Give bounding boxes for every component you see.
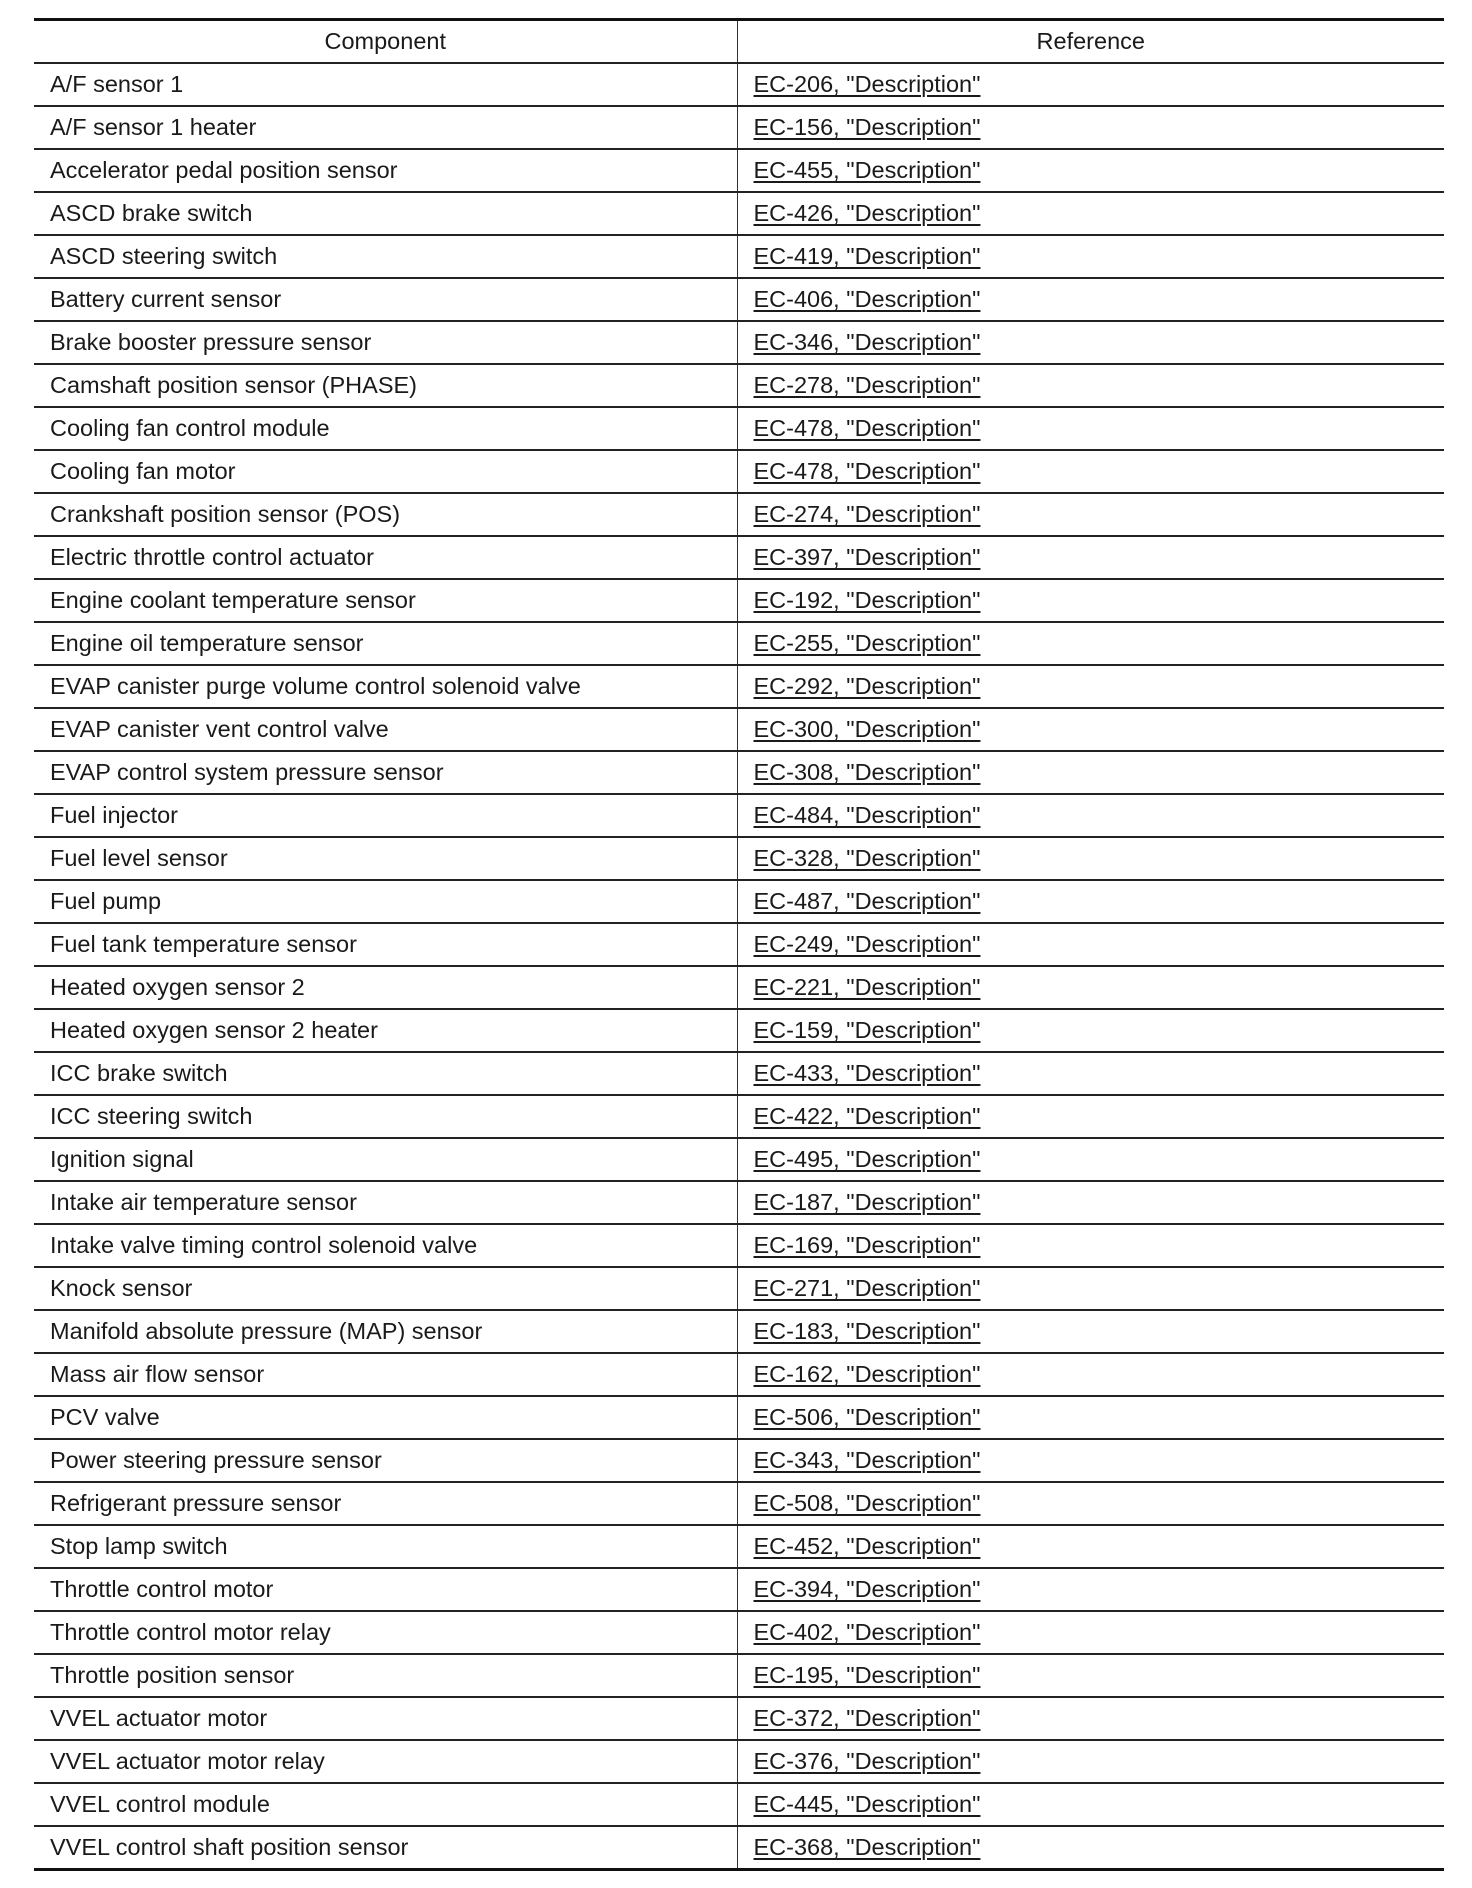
table-row: [34, 1224, 1444, 1267]
reference-cell: [737, 1611, 1444, 1654]
table-row: [34, 536, 1444, 579]
column-header-component: Component: [34, 20, 737, 64]
component-cell: Camshaft position sensor (PHASE): [34, 364, 737, 407]
reference-cell: [737, 622, 1444, 665]
reference-cell: [737, 321, 1444, 364]
reference-cell: [737, 235, 1444, 278]
reference-cell: [737, 751, 1444, 794]
reference-link[interactable]: EC-292, "Description": [753, 673, 981, 699]
table-row: [34, 364, 1444, 407]
component-cell: A/F sensor 1 heater: [34, 106, 737, 149]
component-cell: Refrigerant pressure sensor: [34, 1482, 737, 1525]
reference-link[interactable]: EC-478, "Description": [753, 415, 981, 441]
reference-cell: [737, 1654, 1444, 1697]
component-reference-table: [34, 18, 1444, 1871]
table-row: [34, 579, 1444, 622]
component-cell: PCV valve: [34, 1396, 737, 1439]
reference-cell: [737, 1138, 1444, 1181]
table-row: [34, 1525, 1444, 1568]
reference-link[interactable]: EC-426, "Description": [753, 200, 981, 226]
component-cell: Electric throttle control actuator: [34, 536, 737, 579]
table-row: [34, 966, 1444, 1009]
component-cell: Heated oxygen sensor 2: [34, 966, 737, 1009]
component-cell: Accelerator pedal position sensor: [34, 149, 737, 192]
reference-link[interactable]: EC-506, "Description": [753, 1404, 981, 1430]
component-cell: Cooling fan motor: [34, 450, 737, 493]
component-cell: EVAP control system pressure sensor: [34, 751, 737, 794]
reference-cell: [737, 1396, 1444, 1439]
reference-link[interactable]: EC-274, "Description": [753, 501, 981, 527]
reference-cell: [737, 665, 1444, 708]
reference-cell: [737, 1783, 1444, 1826]
table-row: [34, 450, 1444, 493]
reference-cell: [737, 1482, 1444, 1525]
reference-link[interactable]: EC-206, "Description": [753, 71, 981, 97]
reference-cell: [737, 278, 1444, 321]
reference-link[interactable]: EC-445, "Description": [753, 1791, 981, 1817]
reference-link[interactable]: EC-433, "Description": [753, 1060, 981, 1086]
table-row: [34, 1439, 1444, 1482]
component-cell: EVAP canister purge volume control solenoid valve: [34, 665, 737, 708]
table-row: [34, 235, 1444, 278]
table-row: [34, 1310, 1444, 1353]
reference-link[interactable]: EC-372, "Description": [753, 1705, 981, 1731]
component-cell: VVEL control module: [34, 1783, 737, 1826]
reference-link[interactable]: EC-397, "Description": [753, 544, 981, 570]
reference-link[interactable]: EC-346, "Description": [753, 329, 981, 355]
component-cell: A/F sensor 1: [34, 63, 737, 106]
component-cell: Engine oil temperature sensor: [34, 622, 737, 665]
reference-cell: [737, 923, 1444, 966]
table-row: [34, 1353, 1444, 1396]
reference-link[interactable]: EC-508, "Description": [753, 1490, 981, 1516]
reference-link[interactable]: EC-221, "Description": [753, 974, 981, 1000]
reference-cell: [737, 1267, 1444, 1310]
table-row: [34, 1396, 1444, 1439]
reference-link[interactable]: EC-495, "Description": [753, 1146, 981, 1172]
column-header-reference: Reference: [737, 20, 1444, 64]
reference-link[interactable]: EC-376, "Description": [753, 1748, 981, 1774]
reference-cell: [737, 493, 1444, 536]
component-cell: Fuel tank temperature sensor: [34, 923, 737, 966]
reference-link[interactable]: EC-278, "Description": [753, 372, 981, 398]
component-cell: Fuel injector: [34, 794, 737, 837]
reference-link[interactable]: EC-187, "Description": [753, 1189, 981, 1215]
component-cell: Mass air flow sensor: [34, 1353, 737, 1396]
table-row: [34, 751, 1444, 794]
component-cell: Brake booster pressure sensor: [34, 321, 737, 364]
reference-cell: [737, 63, 1444, 106]
table-row: [34, 1697, 1444, 1740]
component-cell: Intake valve timing control solenoid valve: [34, 1224, 737, 1267]
reference-link[interactable]: EC-328, "Description": [753, 845, 981, 871]
component-cell: ASCD brake switch: [34, 192, 737, 235]
reference-cell: [737, 450, 1444, 493]
component-cell: Fuel level sensor: [34, 837, 737, 880]
table-row: [34, 880, 1444, 923]
component-cell: Throttle control motor: [34, 1568, 737, 1611]
reference-link[interactable]: EC-455, "Description": [753, 157, 981, 183]
component-cell: ASCD steering switch: [34, 235, 737, 278]
reference-cell: [737, 407, 1444, 450]
table-row: [34, 1267, 1444, 1310]
reference-cell: [737, 837, 1444, 880]
table-row: [34, 106, 1444, 149]
component-cell: ICC steering switch: [34, 1095, 737, 1138]
component-cell: VVEL control shaft position sensor: [50, 1834, 409, 1860]
reference-cell: [737, 364, 1444, 407]
reference-cell: [737, 149, 1444, 192]
reference-link[interactable]: EC-183, "Description": [753, 1318, 981, 1344]
reference-cell: [737, 1568, 1444, 1611]
table-row: [34, 665, 1444, 708]
component-cell: Cooling fan control module: [34, 407, 737, 450]
reference-cell: [737, 880, 1444, 923]
reference-cell: [737, 1826, 1444, 1870]
reference-link[interactable]: EC-422, "Description": [753, 1103, 981, 1129]
reference-cell: [737, 1310, 1444, 1353]
reference-link[interactable]: EC-452, "Description": [753, 1533, 981, 1559]
reference-link[interactable]: EC-406, "Description": [753, 286, 981, 312]
table-row: [34, 493, 1444, 536]
table-row: [34, 837, 1444, 880]
component-cell: Throttle position sensor: [34, 1654, 737, 1697]
reference-cell: [737, 1353, 1444, 1396]
table-row: [34, 1568, 1444, 1611]
table-row: [34, 708, 1444, 751]
reference-link[interactable]: EC-300, "Description": [753, 716, 981, 742]
reference-cell: [737, 1181, 1444, 1224]
reference-link[interactable]: EC-402, "Description": [753, 1619, 981, 1645]
reference-link[interactable]: EC-487, "Description": [753, 888, 981, 914]
table-row: [34, 1611, 1444, 1654]
reference-link[interactable]: EC-192, "Description": [753, 587, 981, 613]
reference-link[interactable]: EC-169, "Description": [753, 1232, 981, 1258]
table-row: [34, 63, 1444, 106]
reference-link[interactable]: EC-368, "Description": [753, 1834, 981, 1860]
reference-cell: [737, 794, 1444, 837]
component-cell: EVAP canister vent control valve: [34, 708, 737, 751]
reference-link[interactable]: EC-162, "Description": [753, 1361, 981, 1387]
table-row: [34, 622, 1444, 665]
table-row: [34, 923, 1444, 966]
component-cell: Heated oxygen sensor 2 heater: [34, 1009, 737, 1052]
component-cell: Fuel pump: [34, 880, 737, 923]
reference-cell: [737, 1095, 1444, 1138]
table-row: [34, 1740, 1444, 1783]
reference-cell: [737, 579, 1444, 622]
component-cell: VVEL actuator motor: [34, 1697, 737, 1740]
component-cell: ICC brake switch: [34, 1052, 737, 1095]
component-cell: Stop lamp switch: [34, 1525, 737, 1568]
component-cell: Ignition signal: [34, 1138, 737, 1181]
reference-cell: [737, 966, 1444, 1009]
reference-cell: [737, 1525, 1444, 1568]
component-cell: Power steering pressure sensor: [34, 1439, 737, 1482]
table-row: [34, 794, 1444, 837]
table-row: [34, 1654, 1444, 1697]
table-row: [34, 192, 1444, 235]
reference-cell: [737, 1697, 1444, 1740]
reference-link[interactable]: EC-484, "Description": [753, 802, 981, 828]
component-cell: Crankshaft position sensor (POS): [34, 493, 737, 536]
table-row: [34, 1826, 1444, 1870]
reference-link[interactable]: EC-249, "Description": [753, 931, 981, 957]
table-body: [34, 63, 1444, 1870]
reference-cell: [737, 1052, 1444, 1095]
table-header-row: [34, 20, 1444, 64]
reference-link[interactable]: EC-419, "Description": [753, 243, 981, 269]
reference-link[interactable]: EC-195, "Description": [753, 1662, 981, 1688]
reference-link[interactable]: EC-255, "Description": [753, 630, 981, 656]
reference-cell: [737, 536, 1444, 579]
table-row: [34, 407, 1444, 450]
reference-link[interactable]: EC-271, "Description": [753, 1275, 981, 1301]
table-row: [34, 321, 1444, 364]
reference-cell: [737, 708, 1444, 751]
reference-cell: [737, 1439, 1444, 1482]
table-row: [34, 1783, 1444, 1826]
component-cell: VVEL actuator motor relay: [34, 1740, 737, 1783]
table-row: [34, 1095, 1444, 1138]
reference-link[interactable]: EC-159, "Description": [753, 1017, 981, 1043]
reference-cell: [737, 1740, 1444, 1783]
table-row: [34, 149, 1444, 192]
table-row: [34, 1138, 1444, 1181]
reference-link[interactable]: EC-308, "Description": [753, 759, 981, 785]
reference-link[interactable]: EC-156, "Description": [753, 114, 981, 140]
table-row: [34, 278, 1444, 321]
reference-link[interactable]: EC-478, "Description": [753, 458, 981, 484]
table-row: [34, 1181, 1444, 1224]
table-row: [34, 1009, 1444, 1052]
component-cell: Throttle control motor relay: [34, 1611, 737, 1654]
reference-cell: [737, 1009, 1444, 1052]
reference-link[interactable]: EC-394, "Description": [753, 1576, 981, 1602]
reference-cell: [737, 106, 1444, 149]
component-cell: Battery current sensor: [34, 278, 737, 321]
reference-cell: [737, 1224, 1444, 1267]
table-row: [34, 1482, 1444, 1525]
component-cell: Intake air temperature sensor: [34, 1181, 737, 1224]
component-cell: Engine coolant temperature sensor: [34, 579, 737, 622]
reference-cell: [737, 192, 1444, 235]
table-row: [34, 1052, 1444, 1095]
reference-link[interactable]: EC-343, "Description": [753, 1447, 981, 1473]
component-cell: Knock sensor: [34, 1267, 737, 1310]
component-cell: Manifold absolute pressure (MAP) sensor: [34, 1310, 737, 1353]
